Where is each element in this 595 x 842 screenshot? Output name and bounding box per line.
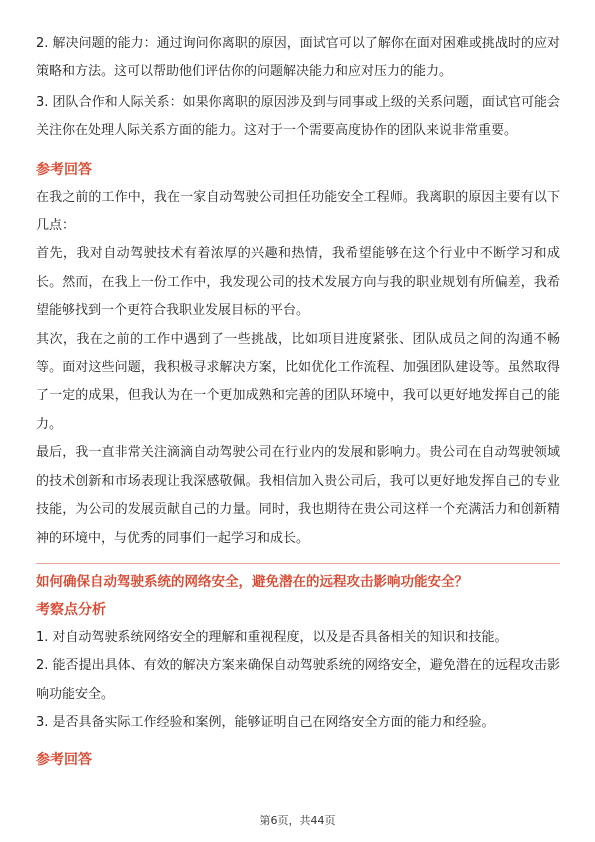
top-item-3: 3. 团队合作和人际关系：如果你离职的原因涉及到与同事或上级的关系问题，面试官可能会关注你在处理人际关系方面的能力。这对于一个需要高度协作的团队来说非常重要。 (36, 94, 560, 139)
analysis-heading: 考察点分析 (36, 601, 106, 618)
reference-answer-heading-2: 参考回答 (36, 751, 92, 768)
reference-answer-heading: 参考回答 (36, 161, 92, 178)
answer-paragraph-first: 首先，我对自动驾驶技术有着浓厚的兴趣和热情，我希望能够在这个行业中不断学习和成长。然而，在我上一份工作中，我发现公司的技术发展方向与我的职业规划有所偏差，我希望能够找到一个更符合我职业发展目标的平台。 (36, 246, 560, 319)
answer-paragraph-intro: 在我之前的工作中，我在一家自动驾驶公司担任功能安全工程师。我离职的原因主要有以下几点： (36, 189, 560, 234)
question-title: 如何确保自动驾驶系统的网络安全，避免潜在的远程攻击影响功能安全？ (36, 573, 468, 590)
answer-paragraph-last: 最后，我一直非常关注滴滴自动驾驶公司在行业内的发展和影响力。贵公司在自动驾驶领域的技术创新和市场表现让我深感敬佩。我相信加入贵公司后，我可以更好地发挥自己的专业技能，为公司的发展贡献自己的力量。同时，我也期待在贵公司这样一个充满活力和创新精神的环境中，与优秀的同事们一起学习和成长。 (36, 445, 560, 546)
top-item-2: 2. 解决问题的能力：通过询问你离职的原因，面试官可以了解你在面对困难或挑战时的应对策略和方法。这可以帮助他们评估你的问题解决能力和应对压力的能力。 (36, 36, 560, 80)
page-content (36, 30, 560, 774)
answer-paragraph-second: 其次，我在之前的工作中遇到了一些挑战，比如项目进度紧张、团队成员之间的沟通不畅等。面对这些问题，我积极寻求解决方案，比如优化工作流程、加强团队建设等。虽然取得了一定的成果，但我认为在一个更加成熟和完善的团队环境中，我可以更好地发挥自己的能力。 (36, 331, 560, 432)
section-divider (36, 563, 560, 564)
analysis-point-3: 3. 是否具备实际工作经验和案例，能够证明自己在网络安全方面的能力和经验。 (36, 715, 495, 731)
analysis-point-2: 2. 能否提出具体、有效的解决方案来确保自动驾驶系统的网络安全，避免潜在的远程攻击影响功能安全。 (36, 658, 560, 702)
analysis-point-1: 1. 对自动驾驶系统网络安全的理解和重视程度，以及是否具备相关的知识和技能。 (36, 629, 508, 645)
page-number: 第6页，共44页 (259, 814, 336, 827)
